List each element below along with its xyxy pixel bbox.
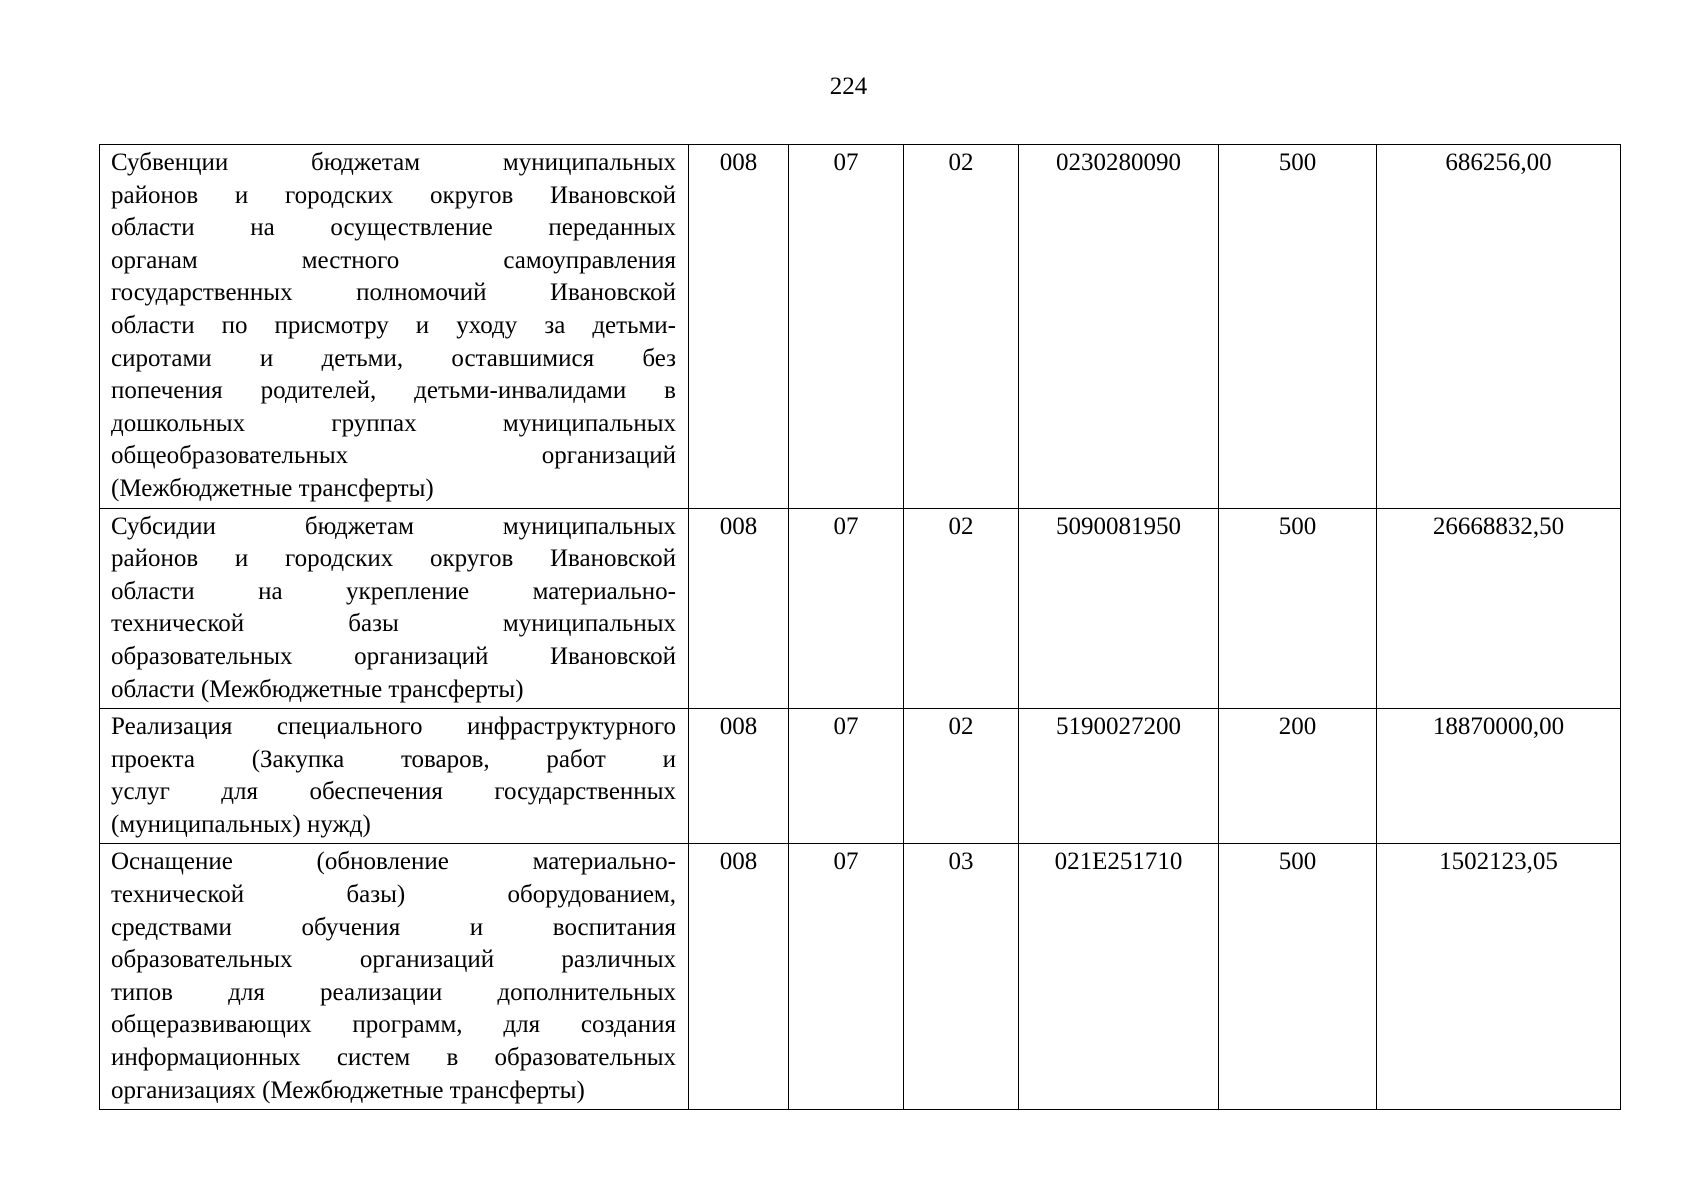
target-article-cell: 021E251710 <box>1019 844 1219 1110</box>
description-line: попечения родителей, детьми-инвалидами в <box>111 377 676 405</box>
description-line: типов для реализации дополнительных <box>111 978 676 1006</box>
description-line: органам местного самоуправления <box>111 246 676 274</box>
table-row <box>100 844 1621 1110</box>
expense-type-cell: 500 <box>1219 145 1377 509</box>
subsection-code-cell: 02 <box>904 508 1019 709</box>
expense-type-cell: 500 <box>1219 508 1377 709</box>
description-line: организациях (Межбюджетные трансферты) <box>111 1076 585 1104</box>
description-line: Субсидии бюджетам муниципальных <box>111 512 676 540</box>
target-article-cell: 5090081950 <box>1019 508 1219 709</box>
description-line: общеобразовательных организаций <box>111 442 676 470</box>
description-line: области на осуществление переданных <box>111 214 676 242</box>
table-row <box>100 709 1621 844</box>
description-line: (муниципальных) нужд) <box>111 810 371 838</box>
description-line: дошкольных группах муниципальных <box>111 409 676 437</box>
description-line: районов и городских округов Ивановской <box>111 545 676 573</box>
ministry-code-cell: 008 <box>689 508 789 709</box>
target-article-cell: 5190027200 <box>1019 709 1219 844</box>
description-line: технической базы муниципальных <box>111 610 676 638</box>
section-code-cell: 07 <box>789 844 904 1110</box>
table-row <box>100 145 1621 509</box>
description-line: общеразвивающих программ, для создания <box>111 1011 676 1039</box>
subsection-code-cell: 02 <box>904 709 1019 844</box>
subsection-code-cell: 03 <box>904 844 1019 1110</box>
ministry-code-cell: 008 <box>689 844 789 1110</box>
description-line: средствами обучения и воспитания <box>111 913 676 941</box>
amount-cell: 18870000,00 <box>1377 709 1621 844</box>
ministry-code-cell: 008 <box>689 145 789 509</box>
expense-type-cell: 500 <box>1219 844 1377 1110</box>
subsection-code-cell: 02 <box>904 145 1019 509</box>
description-line: проекта (Закупка товаров, работ и <box>111 745 676 773</box>
description-cell <box>100 145 689 509</box>
description-line: образовательных организаций различных <box>111 946 676 974</box>
description-line: государственных полномочий Ивановской <box>111 279 676 307</box>
ministry-code-cell: 008 <box>689 709 789 844</box>
description-line: образовательных организаций Ивановской <box>111 642 676 670</box>
description-line: (Межбюджетные трансферты) <box>111 474 434 502</box>
section-code-cell: 07 <box>789 145 904 509</box>
table-body <box>100 145 1621 1110</box>
amount-cell: 1502123,05 <box>1377 844 1621 1110</box>
description-line: районов и городских округов Ивановской <box>111 181 676 209</box>
section-code-cell: 07 <box>789 709 904 844</box>
description-line: Реализация специального инфраструктурного <box>111 713 676 741</box>
description-line: Оснащение (обновление материально- <box>111 848 676 876</box>
description-line: услуг для обеспечения государственных <box>111 778 676 806</box>
description-line: технической базы) оборудованием, <box>111 881 676 909</box>
target-article-cell: 0230280090 <box>1019 145 1219 509</box>
amount-cell: 686256,00 <box>1377 145 1621 509</box>
description-cell <box>100 508 689 709</box>
description-line: Субвенции бюджетам муниципальных <box>111 149 676 176</box>
expense-type-cell: 200 <box>1219 709 1377 844</box>
amount-cell: 26668832,50 <box>1377 508 1621 709</box>
description-cell <box>100 844 689 1110</box>
page-number: 224 <box>829 73 868 100</box>
description-line: области на укрепление материально- <box>111 577 676 605</box>
section-code-cell: 07 <box>789 508 904 709</box>
description-line: информационных систем в образовательных <box>111 1044 676 1072</box>
table-row <box>100 508 1621 709</box>
description-line: сиротами и детьми, оставшимися без <box>111 344 676 372</box>
description-cell <box>100 709 689 844</box>
description-line: области по присмотру и уходу за детьми- <box>111 311 676 339</box>
description-line: области (Межбюджетные трансферты) <box>111 675 524 703</box>
budget-table <box>99 144 1621 1110</box>
